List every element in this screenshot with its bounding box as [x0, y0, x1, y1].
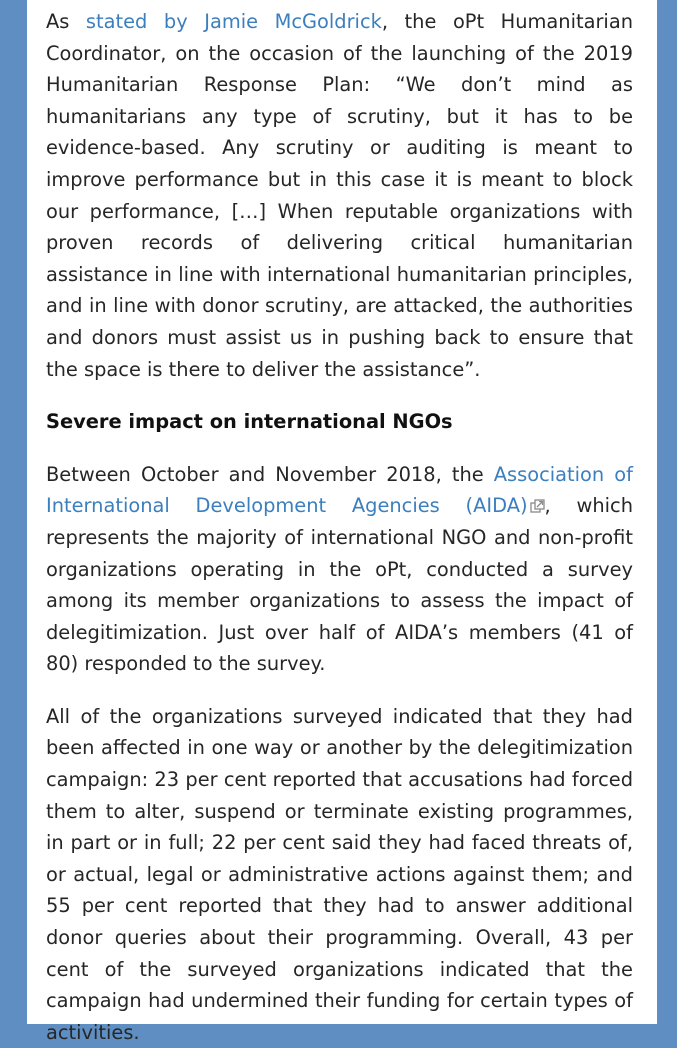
stated-by-link[interactable]: stated by Jamie McGoldrick [85, 10, 382, 33]
article-page [27, 0, 657, 1044]
paragraph-2-text: , which represents the majority of international NGO and non-profit organizations operating in the oPt, conducted a survey among its member organizations to assess the impact of delegitimization. Just over half of AIDA’s members (41 of 80) responded to the survey. [46, 494, 633, 676]
section-heading: Severe impact on international NGOs [46, 410, 453, 434]
paragraph-quote [46, 6, 633, 385]
paragraph-2-lead: Between October and November 2018, the [46, 462, 494, 486]
paragraph-1-text: , the oPt Humanitarian Coordinator, on the occasion of the launching of the 2019 Humanitarian Response Plan: “We don’t mind as humanitarians any type of scrutiny, but it has to be evidence-based. Any scrutiny or auditing is meant to improve performance but in this case it is meant to block our performance, […] When reputable organizations with proven records of delivering critical humanitarian assistance in line with international humanitarian principles, and in line with donor scrutiny, are attacked, the authorities and donors must assist us in pushing back to ensure that the space is there to deliver the assistance”. [46, 10, 633, 381]
article-body [46, 6, 633, 1048]
paragraph-aida-survey [46, 459, 633, 680]
external-link-icon[interactable] [530, 499, 545, 514]
paragraph-survey-results: All of the organizations surveyed indicated that they had been affected in one way or another by the delegitimization campaign: 23 per cent reported that accusations had forced them to alter, suspend or terminate existing programmes, in part or in full; 22 per cent said they had faced threats of, or actual, legal or administrative actions against them; and 55 per cent reported that they had to answer additional donor queries about their programming. Overall, 43 per cent of the surveyed organizations indicated that the campaign had undermined their funding for certain types of activities. [46, 704, 633, 1044]
aida-link-text[interactable]: Association of International Development Agencies (AIDA) [46, 462, 633, 518]
paragraph-1-lead: As [46, 10, 86, 33]
